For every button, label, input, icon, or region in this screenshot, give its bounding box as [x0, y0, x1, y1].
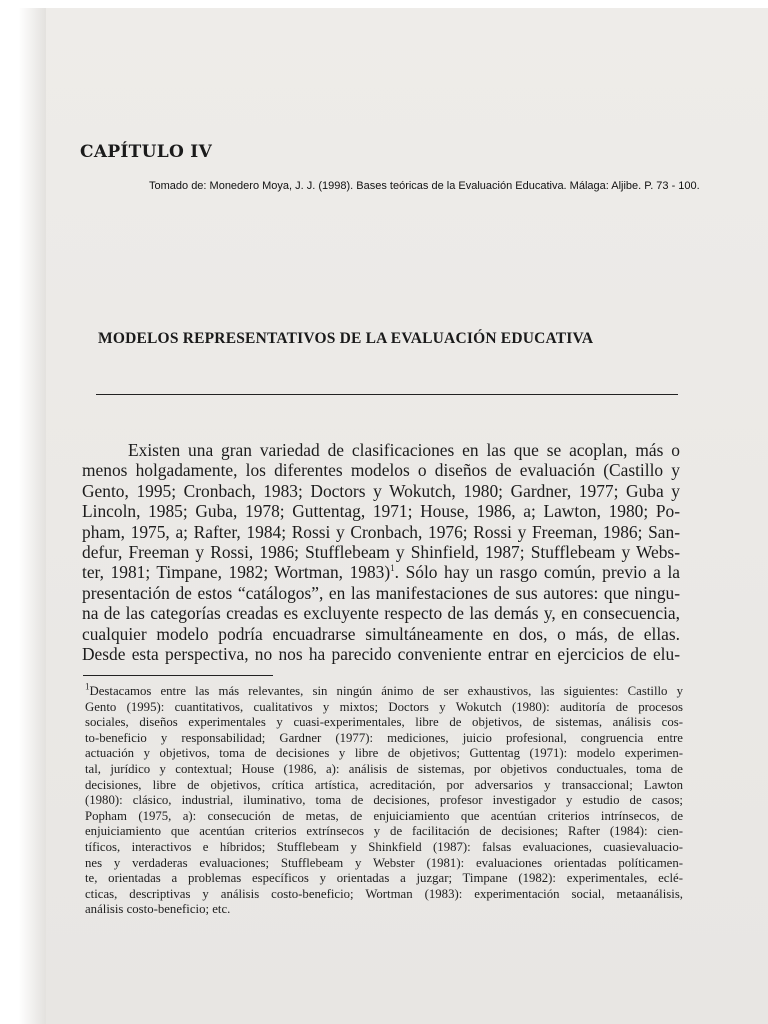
- body-paragraph: [82, 440, 680, 664]
- footnote-line-text: Destacamos entre las más relevantes, sin ningún ánimo de ser exhaustivos, las siguientes: Castillo y: [89, 684, 683, 698]
- body-line-end: . Sólo hay un rasgo común, previo a la: [394, 562, 680, 583]
- footnote-line: tal, jurídico y contextual; House (1986, a): análisis de sistemas, por objetivos conductuales, toma de: [85, 761, 683, 776]
- body-line: Gento, 1995; Cronbach, 1983; Doctors y Wokutch, 1980; Gardner, 1977; Guba y: [82, 480, 680, 501]
- footnote-line: análisis costo-beneficio; etc.: [85, 902, 231, 917]
- footnote-line: (1980): clásico, industrial, iluminativo, toma de decisiones, profesor investigador y estudio de casos;: [85, 793, 683, 808]
- body-line: Lincoln, 1985; Guba, 1978; Guttentag, 1971; House, 1986, a; Lawton, 1980; Po-: [82, 501, 680, 522]
- body-line: cualquier modelo podría encuadrarse simultáneamente en dos, o más, de ellas.: [82, 623, 680, 644]
- chapter-heading: CAPÍTULO IV: [80, 142, 213, 162]
- body-line: menos holgadamente, los diferentes modelos o diseños de evaluación (Castillo y: [82, 460, 680, 481]
- footnote-line: cticas, descriptivas y análisis costo-beneficio; Wortman (1983): experimentación social, metaanálisis,: [85, 886, 683, 901]
- body-line: defur, Freeman y Rossi, 1986; Stufflebeam y Shinfield, 1987; Stufflebeam y Webs-: [82, 541, 680, 562]
- footnote-marker: 1: [85, 681, 90, 692]
- body-line: Existen una gran variedad de clasificaciones en las que se acoplan, más o: [128, 440, 680, 460]
- source-citation: Tomado de: Monedero Moya, J. J. (1998). Bases teóricas de la Evaluación Educativa. Málaga: Aljibe. P. 73 - 100.: [149, 180, 700, 192]
- body-line-start: ter, 1981; Timpane, 1982; Wortman, 1983): [82, 562, 391, 583]
- title-underline: [96, 394, 678, 395]
- footnote: [85, 681, 683, 918]
- footnote-line: Popham (1975, a): consecución de metas, de enjuiciamiento que acentúan criterios intrínsecos, de: [85, 808, 683, 823]
- footnote-separator: [83, 675, 273, 676]
- section-title: MODELOS REPRESENTATIVOS DE LA EVALUACIÓN EDUCATIVA: [98, 330, 594, 347]
- footnote-line: nes y verdaderas evaluaciones; Stufflebeam y Webster (1981): evaluaciones orientadas políticamen-: [85, 855, 683, 870]
- footnote-line: te, orientadas a problemas específicos y orientadas a juzgar; Timpane (1982): experimentales, eclé-: [85, 871, 683, 886]
- body-line: presentación de estos “catálogos”, en las manifestaciones de sus autores: que ningu-: [82, 582, 680, 603]
- footnote-line: sociales, diseños experimentales y cuasi-experimentales, libre de objetivos, de sistemas, análisis cos-: [85, 715, 683, 730]
- footnote-line: to-beneficio y responsabilidad; Gardner (1977): mediciones, juicio profesional, congruencia entre: [85, 730, 683, 745]
- footnote-line: actuación y objetivos, toma de decisiones y libre de objetivos; Guttentag (1971): modelo experimen-: [85, 746, 683, 761]
- footnote-line: decisiones, libre de objetivos, crítica artística, acreditación, por adversarios y transaccional; Lawton: [85, 777, 683, 792]
- footnote-line: Gento (1995): cuantitativos, cualitativos y mixtos; Doctors y Wokutch (1980): auditoría de procesos: [85, 699, 683, 714]
- body-line: pham, 1975, a; Rafter, 1984; Rossi y Cronbach, 1976; Rossi y Freeman, 1986; San-: [82, 521, 680, 542]
- footnote-line: enjuiciamiento que acentúan criterios extrínsecos y de facilitación de decisiones; Rafter (1984): cien-: [85, 824, 683, 839]
- page-edge-shadow: [0, 0, 46, 1024]
- page-top-margin: [0, 0, 768, 8]
- footnote-line: tíficos, interactivos e híbridos; Stufflebeam y Shinkfield (1987): falsas evaluaciones, cuasievaluacio-: [85, 839, 683, 854]
- body-line: Desde esta perspectiva, no nos ha parecido conveniente entrar en ejercicios de elu-: [82, 643, 680, 664]
- body-line-with-footnote-ref: [82, 562, 680, 582]
- footnote-line-with-marker: [85, 681, 683, 700]
- footnote-reference[interactable]: 1: [390, 563, 395, 574]
- body-line: na de las categorías creadas es excluyente respecto de las demás y, en consecuencia,: [82, 603, 680, 624]
